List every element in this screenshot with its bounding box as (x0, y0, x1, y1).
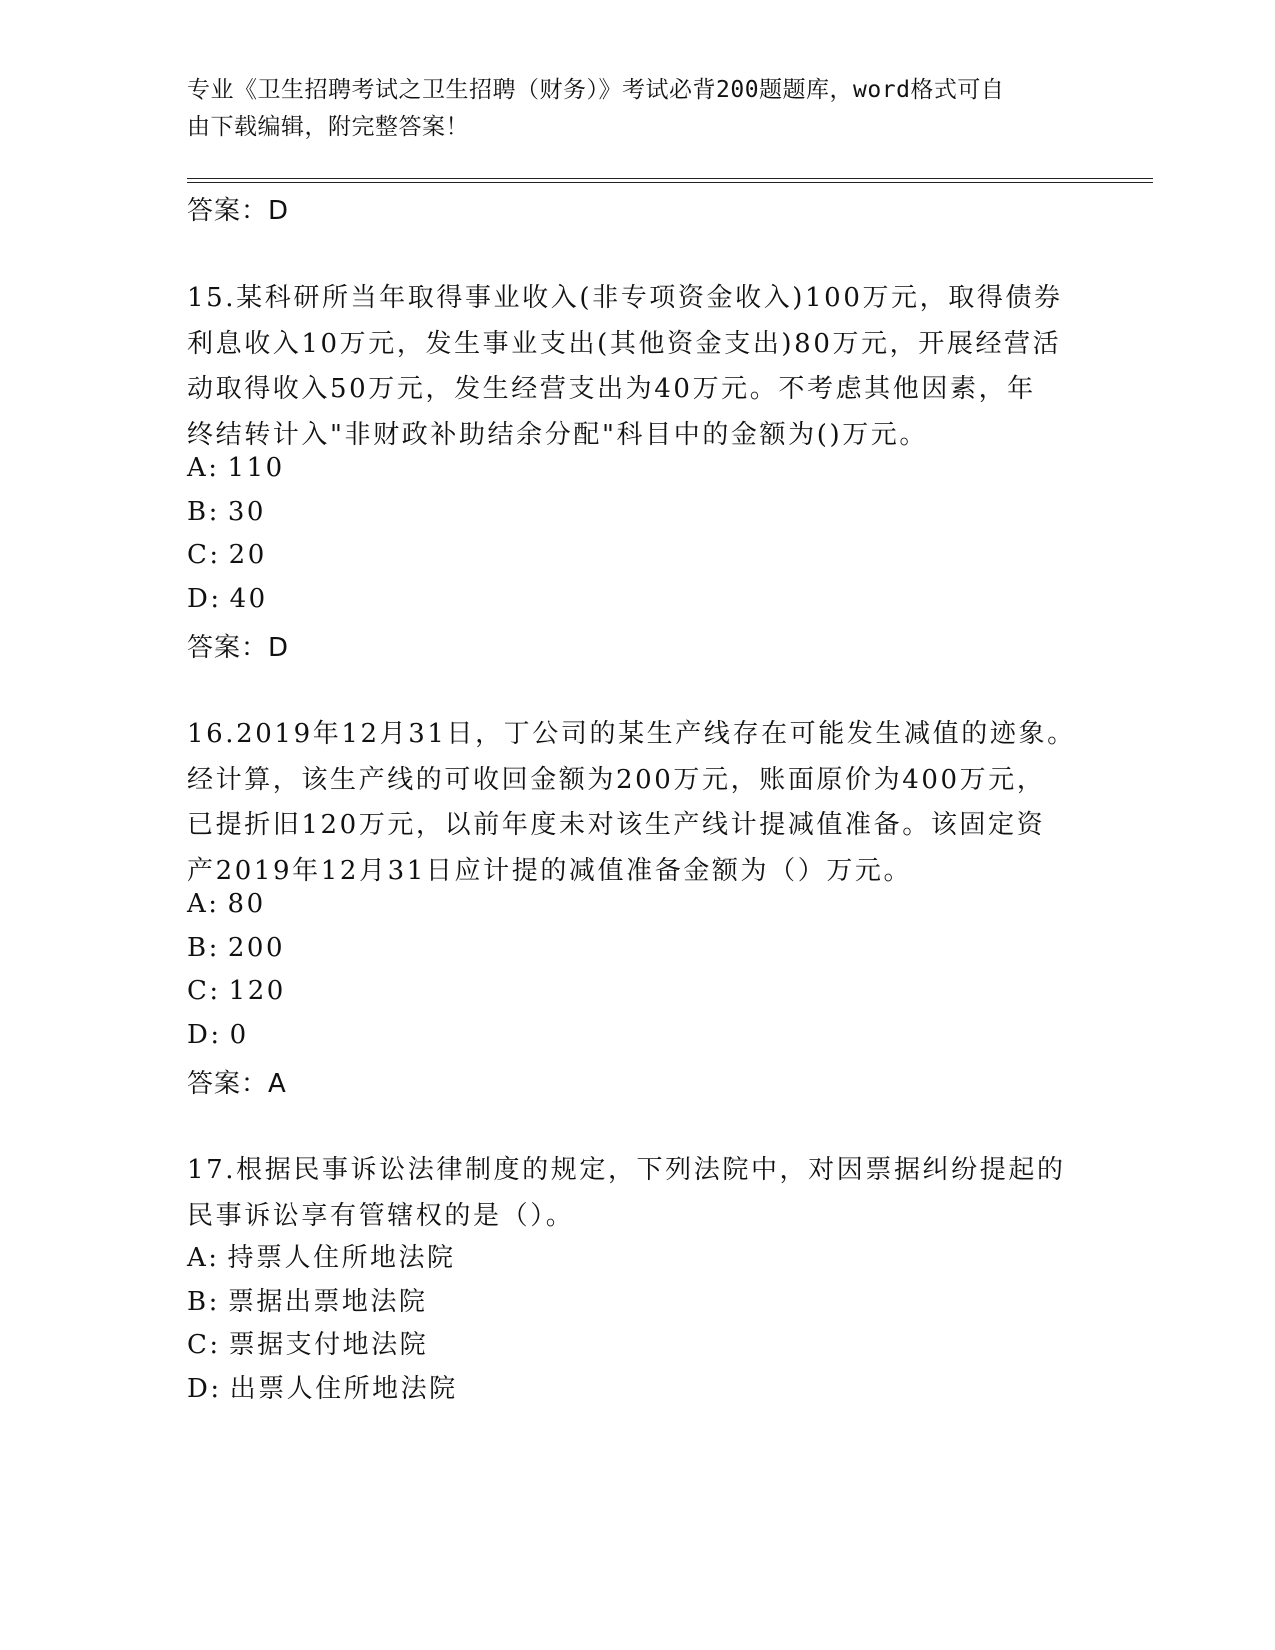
option-key: D: (187, 1020, 222, 1050)
option-text: 票据支付地法院 (228, 1330, 429, 1360)
question-line: 民事诉讼享有管辖权的是（）。 (187, 1200, 575, 1231)
option-text: 40 (229, 584, 268, 614)
option-text: 20 (228, 540, 267, 570)
option-text: 持票人住所地法院 (227, 1243, 456, 1273)
option-key: C: (187, 1330, 221, 1360)
option-text: 200 (227, 933, 286, 963)
question-15-option-d (187, 584, 268, 614)
question-line: 15.某科研所当年取得事业收入(非专项资金收入)100万元，取得债券 (187, 283, 1063, 313)
option-text: 票据出票地法院 (227, 1287, 428, 1317)
option-key: D: (187, 1374, 222, 1404)
question-15-option-b (187, 497, 266, 527)
option-text: 120 (228, 976, 286, 1006)
question-line: 经计算，该生产线的可收回金额为200万元，账面原价为400万元， (187, 764, 1046, 795)
option-key: A: (187, 889, 220, 919)
question-16-option-a (187, 889, 266, 919)
option-text: 30 (227, 497, 266, 527)
question-17-option-a (187, 1237, 456, 1274)
question-15-option-c (187, 540, 267, 570)
option-key: B: (187, 497, 220, 527)
option-text: 110 (227, 453, 285, 483)
option-key: D: (187, 584, 222, 614)
option-key: C: (187, 540, 221, 570)
option-key: B: (187, 933, 220, 963)
option-key: A: (187, 1243, 220, 1273)
header-line-1: 专业《卫生招聘考试之卫生招聘（财务）》考试必背200题题库，word格式可自 (187, 77, 1005, 103)
option-text: 出票人住所地法院 (229, 1374, 458, 1404)
option-key: A: (187, 453, 220, 483)
question-line: 动取得收入50万元，发生经营支出为40万元。不考虑其他因素，年 (187, 374, 1036, 404)
question-16-option-d (187, 1020, 249, 1050)
question-16-option-b (187, 933, 285, 963)
question-17-option-b (187, 1281, 427, 1318)
option-key: B: (187, 1287, 220, 1317)
previous-answer: 答案：D (187, 196, 290, 226)
question-15-answer: 答案：D (187, 633, 290, 663)
question-line: 产2019年12月31日应计提的减值准备金额为（）万元。 (187, 855, 913, 886)
question-16-answer: 答案：A (187, 1069, 287, 1099)
option-key: C: (187, 976, 221, 1006)
question-17-stem (187, 1148, 1087, 1239)
question-17-option-d (187, 1368, 458, 1405)
question-15-option-a (187, 453, 285, 483)
question-line: 17.根据民事诉讼法律制度的规定，下列法院中，对因票据纠纷提起的 (187, 1155, 1066, 1185)
question-line: 利息收入10万元，发生事业支出(其他资金支出)80万元，开展经营活 (187, 328, 1062, 359)
question-16-stem (187, 712, 1087, 894)
header-line-2: 由下载编辑，附完整答案！ (187, 114, 469, 140)
option-text: 0 (229, 1020, 249, 1050)
option-text: 80 (227, 889, 266, 919)
header-divider-bottom (187, 182, 1153, 183)
question-16-option-c (187, 976, 286, 1006)
question-17-option-c (187, 1324, 428, 1361)
document-header (187, 72, 1067, 146)
question-line: 已提折旧120万元，以前年度未对该生产线计提减值准备。该固定资 (187, 810, 1046, 840)
header-divider-top (187, 178, 1153, 179)
question-line: 终结转计入"非财政补助结余分配"科目中的金额为()万元。 (187, 419, 929, 450)
question-15-stem (187, 276, 1087, 458)
question-line: 16.2019年12月31日，丁公司的某生产线存在可能发生减值的迹象。 (187, 719, 1076, 749)
